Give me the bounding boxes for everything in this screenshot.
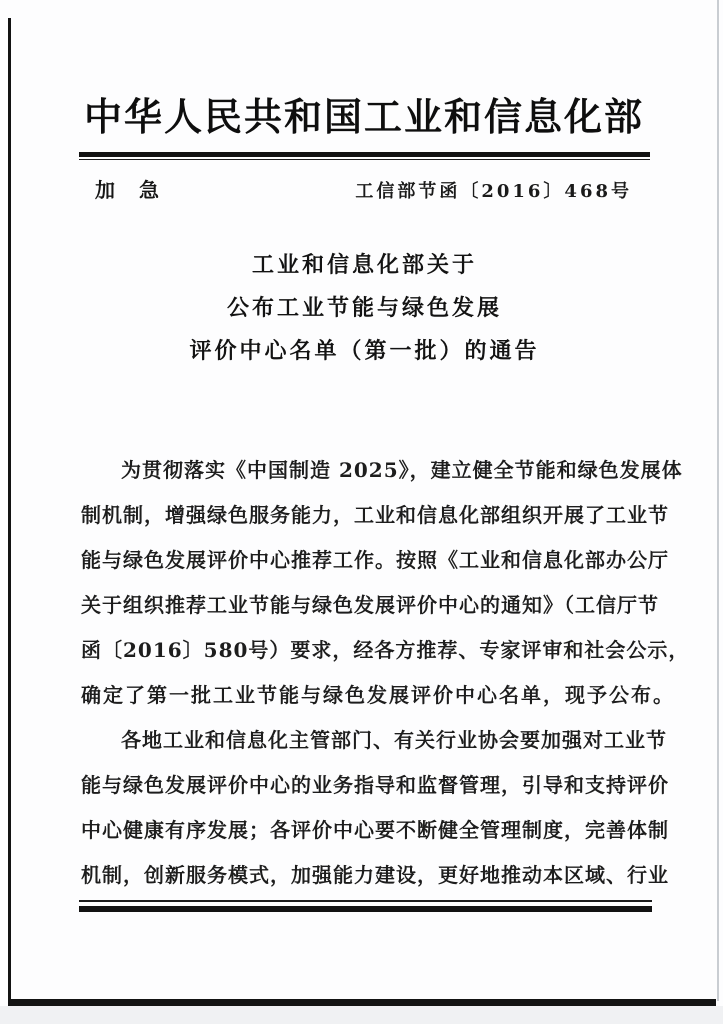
body-line: 为贯彻落实《中国制造 2025》，建立健全节能和绿色发展体: [121, 458, 683, 482]
notice-title-line-2: 公布工业节能与绿色发展: [226, 295, 502, 321]
masthead-rule-thin: [79, 159, 650, 160]
ministry-masthead: 中华人民共和国工业和信息化部: [83, 94, 644, 139]
document-number: 工信部节函〔2016〕468号: [355, 181, 632, 202]
footer-rule-thin: [79, 900, 652, 902]
masthead-double-rule: [79, 152, 650, 160]
scan-artifact-right-edge: [717, 0, 719, 1001]
footer-rule-thick: [79, 906, 652, 912]
body-line: 确定了第一批工业节能与绿色发展评价中心名单，现予公布。: [81, 683, 675, 707]
body-line: 制机制，增强绿色服务能力，工业和信息化部组织开展了工业节: [81, 503, 669, 527]
notice-title-line-1: 工业和信息化部关于: [251, 252, 477, 278]
footer-double-rule: [79, 900, 652, 912]
body-line: 函〔2016〕580号）要求，经各方推荐、专家评审和社会公示，: [81, 638, 690, 662]
body-line: 机制，创新服务模式，加强能力建设，更好地推动本区域、行业: [81, 863, 669, 887]
notice-title: [79, 244, 650, 373]
body-line: 各地工业和信息化主管部门、有关行业协会要加强对工业节: [121, 728, 667, 752]
notice-title-line-3: 评价中心名单（第一批）的通告: [189, 338, 540, 364]
scan-artifact-bottom-line: [8, 999, 716, 1006]
notice-body: [81, 448, 690, 898]
scan-background-strip: [0, 1006, 723, 1024]
body-line: 能与绿色发展评价中心的业务指导和监督管理，引导和支持评价: [81, 773, 669, 797]
document-meta-row: [95, 174, 632, 203]
body-line: 能与绿色发展评价中心推荐工作。按照《工业和信息化部办公厅: [81, 548, 669, 572]
masthead-rule-thick: [79, 152, 650, 157]
scan-artifact-left-line: [8, 18, 11, 1006]
urgency-label: 加 急: [95, 178, 161, 202]
body-line: 中心健康有序发展；各评价中心要不断健全管理制度，完善体制: [81, 818, 669, 842]
body-line: 关于组织推荐工业节能与绿色发展评价中心的通知》（工信厅节: [81, 593, 659, 617]
